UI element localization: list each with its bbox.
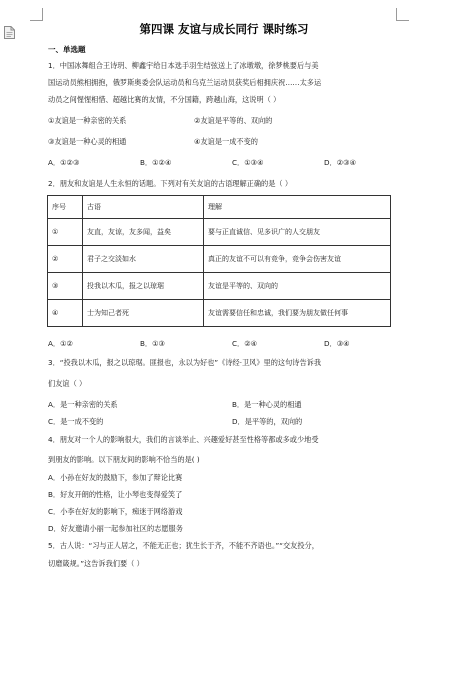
question-3-option-a: A．是一种亲密的关系: [48, 400, 118, 409]
question-5-stem-line-2: 切磨箴规。”这告诉我们要（ ）: [48, 559, 144, 568]
question-3-option-b: B．是一种心灵的相通: [232, 400, 302, 409]
table-cell: 要与正直诚信、见多识广的人交朋友: [204, 219, 391, 246]
table-cell: ③: [48, 273, 83, 300]
question-2-option-b: B．①③: [140, 339, 166, 348]
question-3-stem-line-2: 们友谊（ ）: [48, 379, 87, 388]
question-2-option-c: C．②④: [232, 339, 258, 348]
question-2-table: [47, 195, 391, 327]
question-3-option-c: C．是一成不变的: [48, 417, 104, 426]
question-4: [48, 435, 400, 534]
question-4-option-c: C．小李在好友的影响下，痴迷于网络游戏: [48, 507, 183, 516]
table-cell: 真正的友谊不可以有竞争，竞争会伤害友谊: [204, 246, 391, 273]
question-3-stem-line-1: 3．“投我以木瓜，报之以琼琚。匪报也，永以为好也”《诗经·卫风》里的这句诗告诉我: [48, 358, 322, 367]
worksheet-page: [48, 22, 400, 569]
table-row: [48, 219, 391, 246]
question-1-stem-line-3: 动员之间惺惺相惜、超越比赛的友情，不分国籍，跨越山海，这说明（ ）: [48, 95, 281, 104]
question-4-option-a: A．小孙在好友的鼓励下，参加了辩论比赛: [48, 473, 183, 482]
question-5: [48, 541, 400, 569]
table-cell: ①: [48, 219, 83, 246]
question-4-option-d: D．好友邀请小丽一起参加社区的志愿服务: [48, 524, 183, 533]
table-cell: 投我以木瓜，报之以琼琚: [83, 273, 204, 300]
question-1-option-c: C．①③④: [232, 158, 264, 167]
crop-mark-top-right: [396, 8, 409, 21]
question-1: [48, 61, 400, 168]
crop-mark-top-left: [30, 8, 43, 21]
question-1-statement-2: ②友谊是平等的、双向的: [194, 116, 273, 125]
question-4-option-b: B．好友开朗的性格，让小琴也变得爱笑了: [48, 490, 183, 499]
question-4-stem-line-2: 到朋友的影响。以下朋友间的影响不恰当的是( ): [48, 455, 200, 464]
page-title: 第四课 友谊与成长同行 课时练习: [139, 22, 309, 36]
table-row: [48, 273, 391, 300]
question-3: [48, 358, 400, 427]
table-cell: 友谊是平等的、双向的: [204, 273, 391, 300]
table-header-cell: 理解: [204, 196, 391, 219]
table-row: [48, 246, 391, 273]
question-1-statement-4: ④友谊是一成不变的: [194, 137, 258, 146]
table-header-cell: 古语: [83, 196, 204, 219]
question-1-statement-1: ①友谊是一种亲密的关系: [48, 116, 127, 125]
question-1-option-a: A．①②③: [48, 158, 80, 167]
question-1-stem-line-1: 1．中国冰舞组合王诗玥、柳鑫宇给日本选手羽生结弦送上了冰墩墩，徐梦桃要后与美: [48, 61, 319, 70]
table-row: [48, 300, 391, 327]
table-cell: 君子之交淡如水: [83, 246, 204, 273]
question-1-stem-line-2: 国运动员熊相拥抱，俄罗斯奥委会队运动员和乌克兰运动员获奖后相拥庆祝……太多运: [48, 78, 322, 87]
question-3-option-d: D．是平等的，双向的: [232, 417, 303, 426]
question-2-option-a: A．①②: [48, 339, 73, 348]
question-1-statement-3: ③友谊是一种心灵的相通: [48, 137, 127, 146]
question-5-stem-line-1: 5．古人说：“习与正人居之，不能无正也；犹生长于齐，不能不齐语也。”“交友投分，: [48, 541, 319, 550]
question-2-stem: 2．朋友和友谊是人生永恒的话题。下列对有关友谊的古语理解正确的是（ ）: [48, 179, 293, 188]
table-cell: 友直，友谅，友多闻，益矣: [83, 219, 204, 246]
table-cell: 友谊需要信任和忠诚，我们要为朋友做任何事: [204, 300, 391, 327]
question-1-option-b: B．①②④: [140, 158, 172, 167]
section-heading: 一、单选题: [48, 45, 86, 54]
table-header-row: [48, 196, 391, 219]
question-2: [48, 179, 400, 349]
table-cell: 士为知己者死: [83, 300, 204, 327]
question-4-stem-line-1: 4．朋友对一个人的影响很大，我们的言谈举止、兴趣爱好甚至性格等都或多或少地受: [48, 435, 319, 444]
table-header-cell: 序号: [48, 196, 83, 219]
question-1-option-d: D．②③④: [324, 158, 357, 167]
table-cell: ④: [48, 300, 83, 327]
table-cell: ②: [48, 246, 83, 273]
question-2-option-d: D．③④: [324, 339, 350, 348]
document-icon: [4, 26, 15, 39]
